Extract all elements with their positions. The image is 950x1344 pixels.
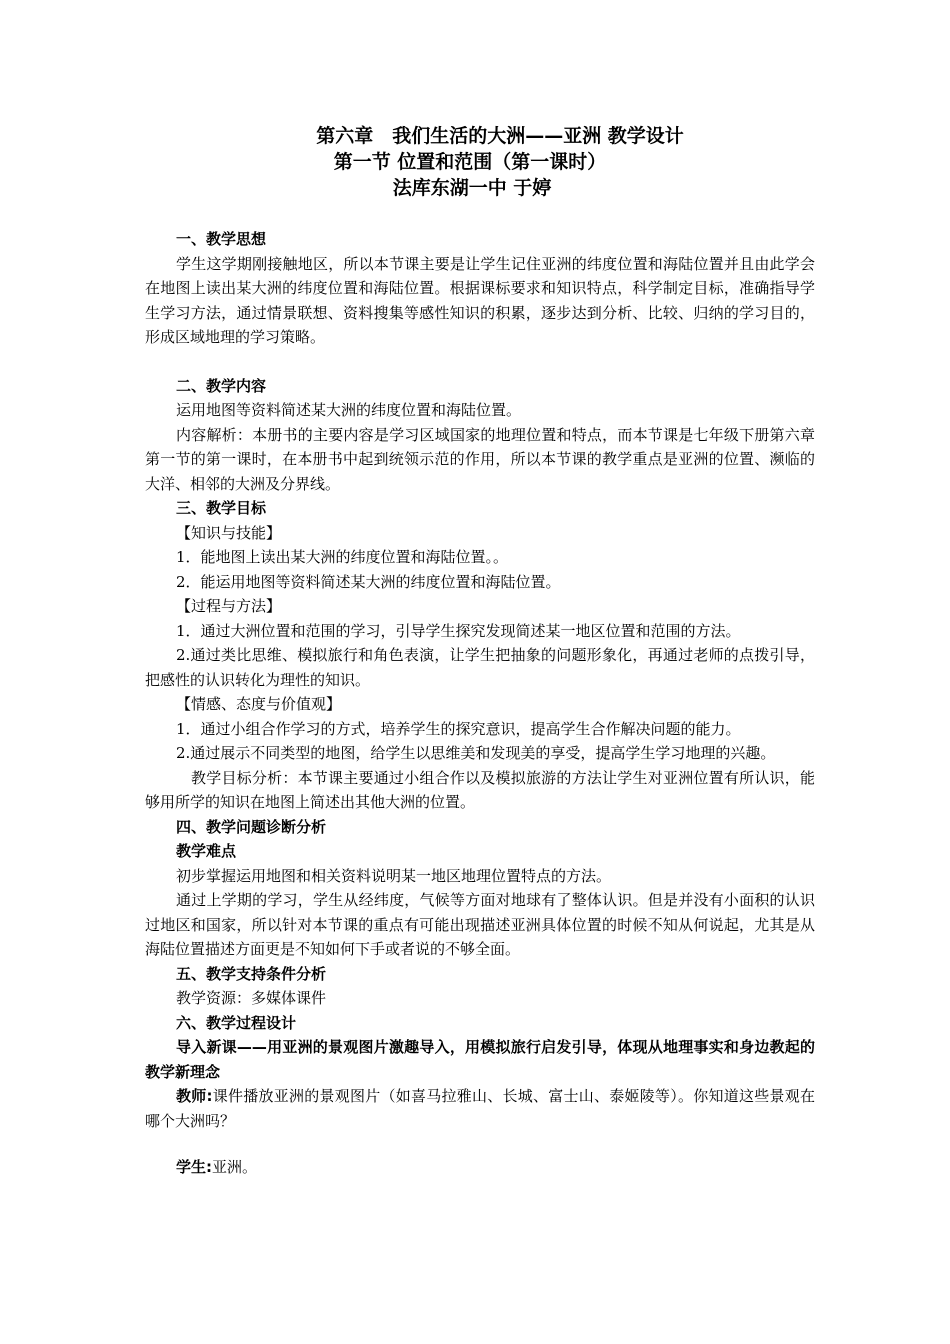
goal-item: 2.通过类比思维、模拟旅行和角色表演，让学生把抽象的问题形象化，再通过老师的点拨引导，把感性的认识转化为理性的知识。 [145, 646, 815, 689]
paragraph-difficulty: 初步掌握运用地图和相关资料说明某一地区地理位置特点的方法。 [176, 866, 612, 885]
goal-item: 2．能运用地图等资料简述某大洲的纬度位置和海陆位置。 [176, 572, 561, 591]
subheading-emotion-values: 【情感、态度与价值观】 [176, 695, 342, 713]
document-body [145, 227, 815, 1180]
goal-item: 1．能地图上读出某大洲的纬度位置和海陆位置。。 [176, 548, 509, 566]
section-subtitle: 第一节 位置和范围（第一课时） [333, 151, 607, 173]
teacher-dialogue [145, 1084, 815, 1133]
heading-teaching-goals: 三、教学目标 [176, 499, 267, 517]
paragraph-teaching-resources: 教学资源：多媒体课件 [176, 989, 327, 1007]
heading-problem-diagnosis: 四、教学问题诊断分析 [176, 817, 327, 836]
heading-process-design: 六、教学过程设计 [176, 1013, 297, 1032]
paragraph-content-summary: 运用地图等资料简述某大洲的纬度位置和海陆位置。 [176, 401, 522, 419]
student-text: 亚洲。 [212, 1158, 258, 1176]
heading-teaching-content: 二、教学内容 [176, 376, 267, 395]
student-label: 学生: [176, 1158, 212, 1176]
goal-item: 1．通过大洲位置和范围的学习，引导学生探究发现简述某一地区位置和范围的方法。 [176, 621, 741, 640]
teacher-label: 教师: [176, 1087, 213, 1105]
subheading-teaching-difficulty: 教学难点 [176, 842, 237, 860]
subheading-knowledge-skills: 【知识与技能】 [176, 523, 282, 542]
paragraph-content-analysis: 内容解析：本册书的主要内容是学习区域国家的地理位置和特点，而本节课是七年级下册第六章第一节的第一课时，在本册书中起到统领示范的作用，所以本节课的教学重点是亚洲的位置、濒临的大洋、相邻的大洲及分界线。 [145, 425, 815, 493]
author-line: 法库东湖一中 于婷 [392, 177, 552, 199]
goal-item: 2.通过展示不同类型的地图，给学生以思维美和发现美的享受，提高学生学习地理的兴趣。 [176, 744, 776, 762]
paragraph-difficulty-detail: 通过上学期的学习，学生从经纬度，气候等方面对地球有了整体认识。但是并没有小面积的认识过地区和国家，所以针对本节课的重点有可能出现描述亚洲具体位置的时候不知从何说起，尤其是从海陆位置描述方面更是不知如何下手或者说的不够全面。 [145, 891, 815, 958]
goal-item: 1．通过小组合作学习的方式，培养学生的探究意识，提高学生合作解决问题的能力。 [176, 719, 741, 738]
teacher-text: 课件播放亚洲的景观图片（如喜马拉雅山、长城、富士山、泰姬陵等）。你知道这些景观在哪个大洲吗？ [145, 1087, 815, 1130]
paragraph-goal-analysis: 教学目标分析：本节课主要通过小组合作以及模拟旅游的方法让学生对亚洲位置有所认识，能够用所学的知识在地图上简述出其他大洲的位置。 [145, 768, 815, 811]
document-title: 第六章 我们生活的大洲——亚洲 教学设计 [316, 125, 684, 147]
paragraph-teaching-philosophy: 学生这学期刚接触地区，所以本节课主要是让学生记住亚洲的纬度位置和海陆位置并且由此学会在地图上读出某大洲的纬度位置和海陆位置。根据课标要求和知识特点，科学制定目标，准确指导学生学习方法，通过情景联想、资料搜集等感性知识的积累，逐步达到分析、比较、归纳的学习目的，形成区域地理的学习策略。 [145, 254, 815, 346]
paragraph-lesson-intro: 导入新课——用亚洲的景观图片激趣导入，用模拟旅行启发引导，体现从地理事实和身边教起的教学新理念 [145, 1038, 815, 1081]
title-block [0, 123, 950, 201]
subheading-process-methods: 【过程与方法】 [176, 597, 282, 615]
heading-teaching-philosophy: 一、教学思想 [176, 230, 267, 248]
student-dialogue [145, 1155, 815, 1180]
heading-support-conditions: 五、教学支持条件分析 [176, 964, 327, 983]
